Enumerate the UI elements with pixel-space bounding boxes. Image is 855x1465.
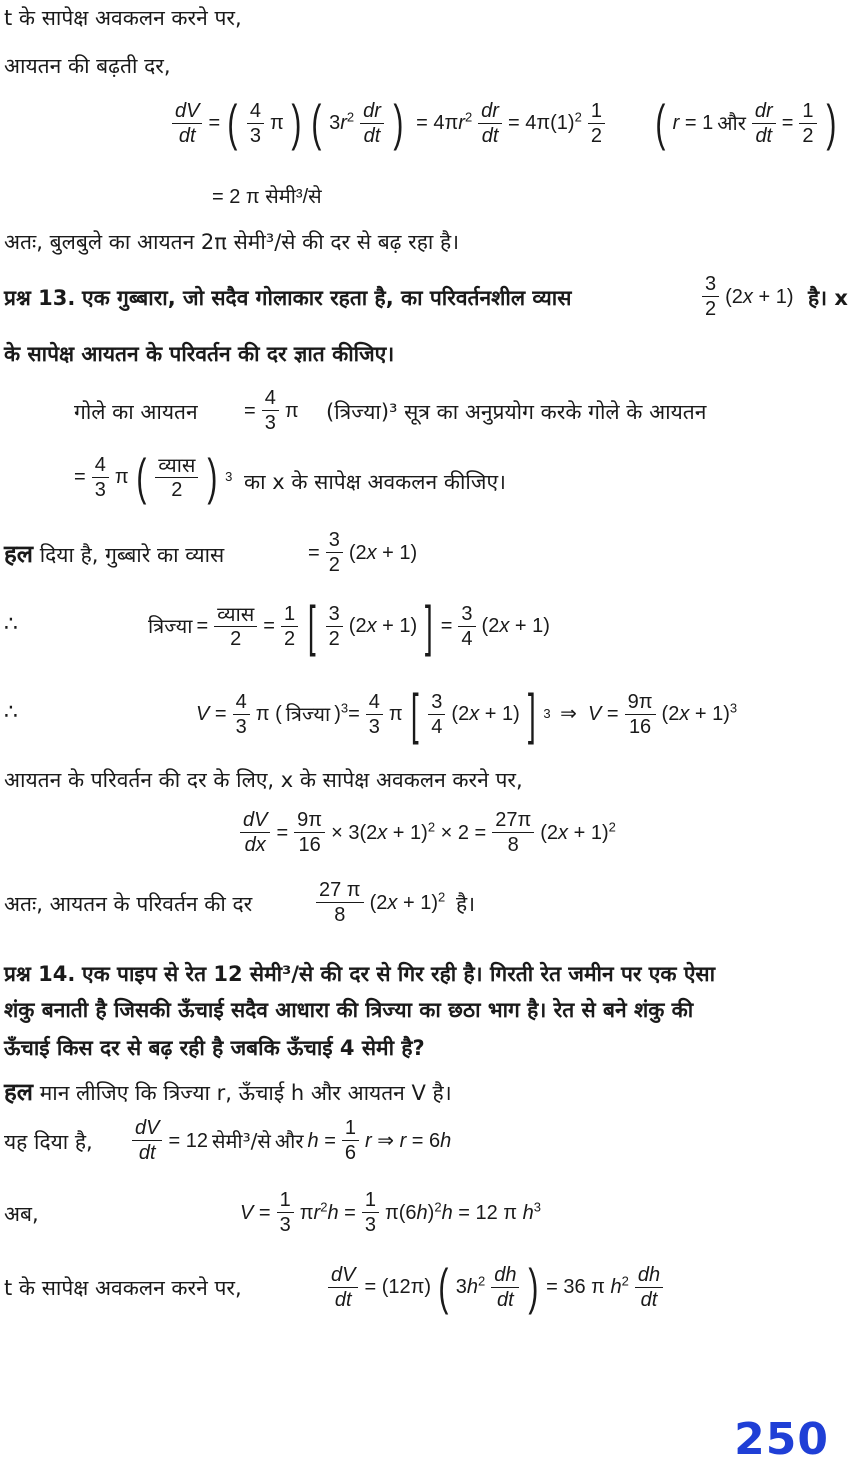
text-line: आयतन की बढ़ती दर, <box>4 54 171 78</box>
equation-given-14: $\frac{dV}{dt}$ = 12 सेमी³/से और h = $\frac{1}{6}$ r ⇒ r = 6h <box>130 1116 451 1165</box>
question-14-line2: शंकु बनाती है जिसकी ऊँचाई सदैव आधारा की त्रिज्या का छठा भाग है। रेत से बने शंकु की <box>4 998 694 1022</box>
given-14: यह दिया है, <box>4 1130 93 1154</box>
question-13-tail: है। x <box>808 286 848 310</box>
diff-14: t के सापेक्ष अवकलन करने पर, <box>4 1276 242 1300</box>
equation-diameter-given: = $\frac{3}{2}$ (2x + 1) <box>308 529 418 576</box>
equation-hint-2: = $\frac{4}{3}$ π ( $\frac{\text{व्यास}}{2}$ ) 3 <box>74 449 233 505</box>
equation-dv-dx: $\frac{dV}{dx}$ = $\frac{9\pi}{16}$ × $3(2x + 1)^2 \times 2$ = $\frac{27\pi}{8}$ $(2x + 1)^2$ <box>238 808 616 857</box>
now-label: अब, <box>4 1202 39 1226</box>
answer-13: अतः, आयतन के परिवर्तन की दर <box>4 892 253 916</box>
equation-diameter: $\frac{3}{2}$ (2x + 1) <box>700 272 794 321</box>
equation-radius: त्रिज्या = $\frac{\text{व्यास}}{2}$ = $\frac{1}{2}$ [ $\frac{3}{2}$ (2x + 1) ] = $\frac{3}{4}$ (2x + 1) <box>148 594 550 657</box>
equation-cone-volume: V = $\frac{1}{3}$ $\pi r^2h$ = $\frac{1}{3}$ $\pi(6h)^2h = 12$ π $h^3$ <box>240 1189 541 1236</box>
equation-dv-dt: $\frac{dV}{dt}$ = ( $\frac{4}{3}$ π ) ( $3r^2$ $\frac{dr}{dt}$ ) = $4\pi r^2$ $\frac{dr}{dt}$ = $4\pi(1)^2$ $\frac{1}{2}$ <box>170 98 607 148</box>
equation-volume: V = $\frac{4}{3}$ π ( त्रिज्या )$^3$= $\frac{4}{3}$ π [ $\frac{3}{4}$ (2x + 1) ] 3 ⇒ V = $\frac{9\pi}{16}$ $(2x + 1)^3$ <box>196 682 738 745</box>
equation-condition: ( r = 1 और $\frac{dr}{dt}$ = $\frac{1}{2}$ ) <box>655 95 836 151</box>
solution-14: हल मान लीजिए कि त्रिज्या r, ऊँचाई h और आयतन V है। <box>4 1078 452 1106</box>
hint-line-1b: (त्रिज्या)³ सूत्र का अनुप्रयोग करके गोले के आयतन <box>326 400 707 424</box>
text-line: आयतन के परिवर्तन की दर के लिए, x के सापेक्ष अवकलन करने पर, <box>4 768 523 792</box>
page-number: 250 <box>734 1414 829 1465</box>
question-14: प्रश्न 14. एक पाइप से रेत 12 सेमी³/से की दर से गिर रही है। गिरती रेत जमीन पर एक ऐसा <box>4 962 716 986</box>
text-line: अतः, बुलबुले का आयतन 2π सेमी³/से की दर से बढ़ रहा है। <box>4 230 460 254</box>
question-14-line3: ऊँचाई किस दर से बढ़ रही है जबकि ऊँचाई 4 सेमी है? <box>4 1036 425 1060</box>
equation-hint-volume: = $\frac{4}{3}$ π <box>244 387 299 434</box>
text-line: t के सापेक्ष अवकलन करने पर, <box>4 6 242 30</box>
hint-line-2: का x के सापेक्ष अवकलन कीजिए। <box>244 470 507 494</box>
therefore-symbol: ∴ <box>4 700 18 725</box>
hint-line-1: गोले का आयतन <box>74 400 198 424</box>
equation-result: = 2 π सेमी³/से <box>212 186 322 208</box>
therefore-symbol: ∴ <box>4 612 18 637</box>
answer-13-tail: है। <box>456 892 476 916</box>
solution-13: हल दिया है, गुब्बारे का व्यास <box>4 540 225 568</box>
question-13: प्रश्न 13. एक गुब्बारा, जो सदैव गोलाकार रहता है, का परिवर्तनशील व्यास <box>4 286 572 310</box>
question-label: प्रश्न 13. <box>4 286 76 310</box>
question-13-line2: के सापेक्ष आयतन के परिवर्तन की दर ज्ञात कीजिए। <box>4 342 395 366</box>
equation-answer-13: $\frac{27 \pi}{8}$ $(2x + 1)^2$ <box>314 878 445 927</box>
equation-dv-dt-14: $\frac{dV}{dt}$ = (12π) ( $3h^2$ $\frac{dh}{dt}$ ) = 36 π $h^2$ $\frac{dh}{dt}$ <box>326 1262 665 1312</box>
